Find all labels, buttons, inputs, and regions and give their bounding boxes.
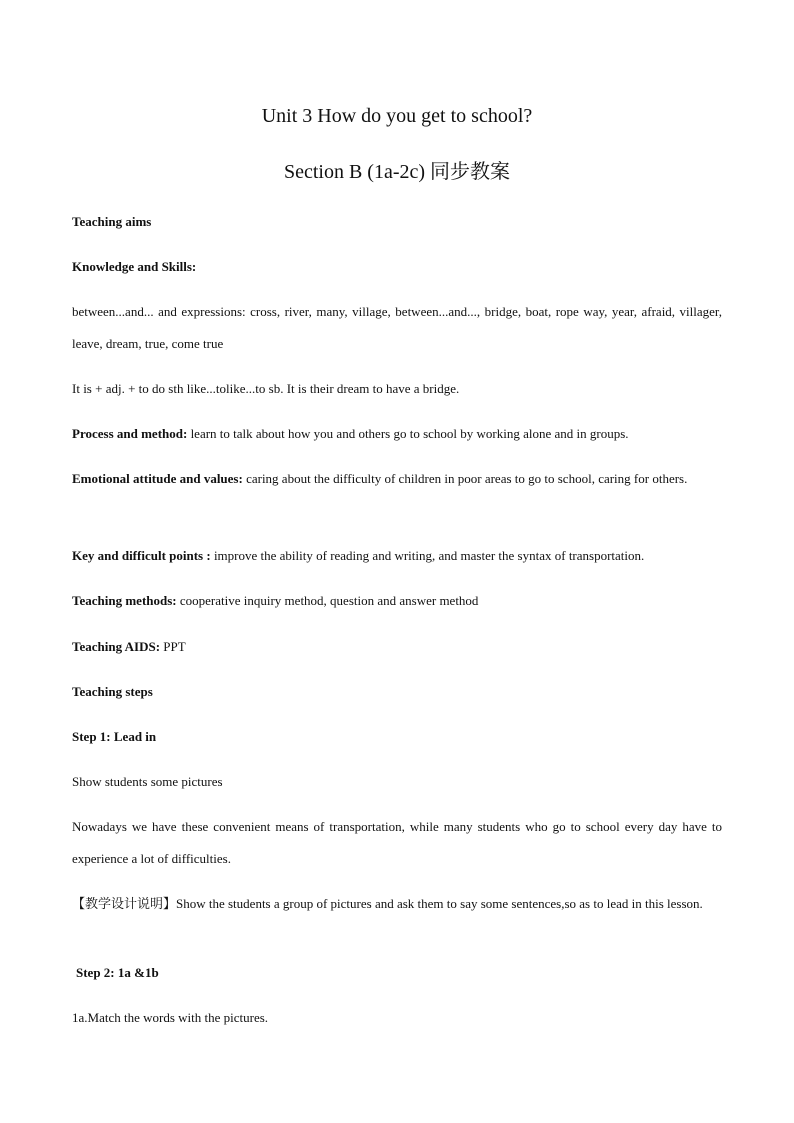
teaching-aids-paragraph <box>72 631 722 663</box>
key-points-text: improve the ability of reading and writing, and master the syntax of transportation. <box>210 548 645 563</box>
teaching-aids-label: Teaching AIDS: <box>72 639 161 654</box>
emotional-values-text: caring about the difficulty of children in poor areas to go to school, caring for others. <box>242 471 688 486</box>
knowledge-skills-heading: Knowledge and Skills: <box>72 259 197 274</box>
design-note-paragraph: 【教学设计说明】Show the students a group of pictures and ask them to say some sentences,so as to lead in this lesson. <box>72 896 703 911</box>
key-points-paragraph <box>72 540 722 572</box>
vocabulary-paragraph: between...and... and expressions: cross, river, many, village, between...and..., bridge, boat, rope way, year, afraid, villager, leave, dream, true, come true <box>72 304 722 351</box>
teaching-methods-paragraph <box>72 585 722 617</box>
process-method-text: learn to talk about how you and others go to school by working alone and in groups. <box>187 426 629 441</box>
step1-paragraph-1: Show students some pictures <box>72 774 223 789</box>
document-subtitle: Section B (1a-2c) 同步教案 <box>283 161 511 183</box>
teaching-methods-label: Teaching methods: <box>72 593 177 608</box>
emotional-values-paragraph <box>72 463 722 495</box>
step2-heading: Step 2: 1a &1b <box>76 965 159 980</box>
teaching-steps-heading: Teaching steps <box>72 684 153 699</box>
process-method-paragraph <box>72 418 722 450</box>
teaching-methods-text: cooperative inquiry method, question and answer method <box>176 593 479 608</box>
key-points-label: Key and difficult points : <box>72 548 211 563</box>
step1-heading: Step 1: Lead in <box>72 729 157 744</box>
document-title: Unit 3 How do you get to school? <box>261 105 533 127</box>
teaching-aids-text: PPT <box>160 639 186 654</box>
process-method-label: Process and method: <box>72 426 188 441</box>
teaching-aims-heading: Teaching aims <box>72 214 152 229</box>
step1-paragraph-2: Nowadays we have these convenient means of transportation, while many students who go to school every day have to experience a lot of difficulties. <box>72 819 722 866</box>
step2-paragraph: 1a.Match the words with the pictures. <box>72 1010 269 1025</box>
emotional-values-label: Emotional attitude and values: <box>72 471 243 486</box>
structure-paragraph: It is + adj. + to do sth like...tolike...to sb. It is their dream to have a bridge. <box>72 381 460 396</box>
